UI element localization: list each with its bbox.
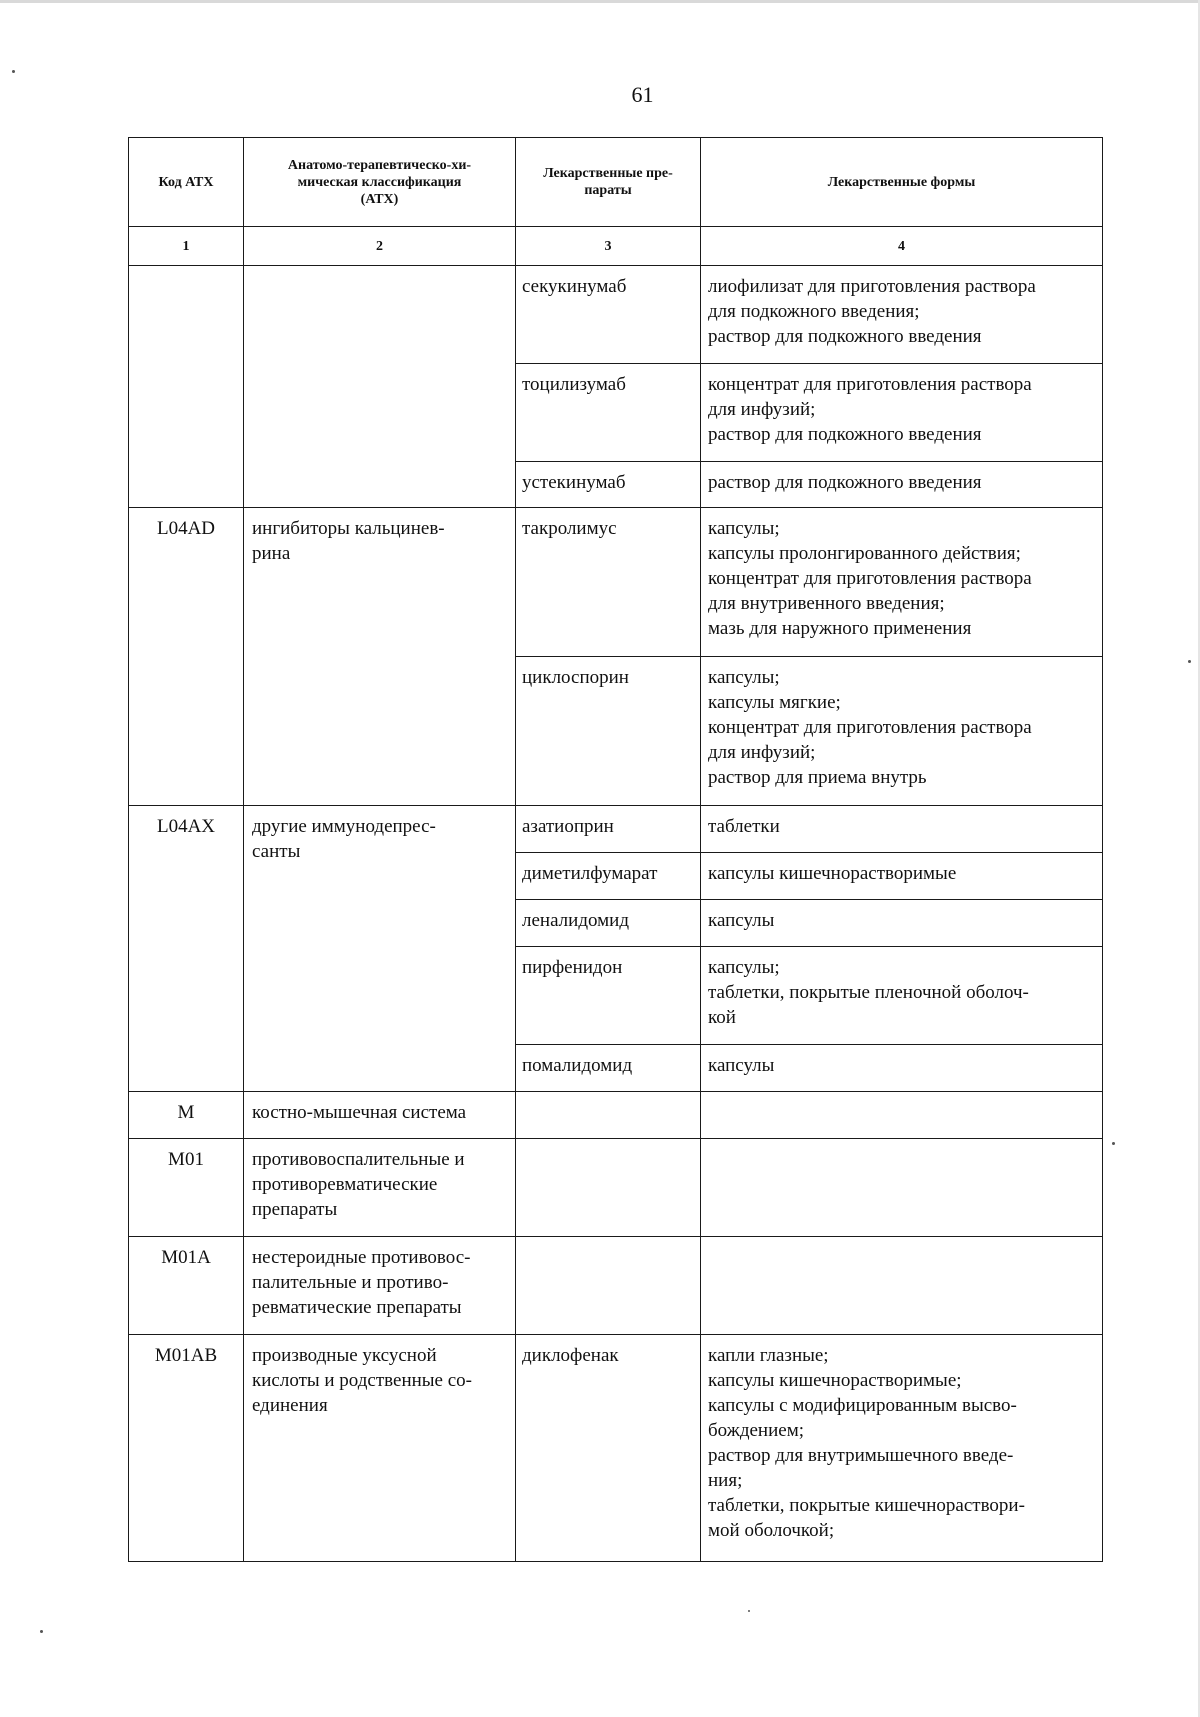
form-line: капсулы кишечнорастворимые; [708, 1370, 962, 1391]
form-line: капсулы [708, 1055, 775, 1076]
drug-name: диметилфумарат [516, 853, 701, 900]
drug-forms [701, 657, 1103, 806]
form-line: кой [708, 1007, 736, 1028]
drug-forms [701, 900, 1103, 947]
classification-line: санты [252, 841, 301, 862]
form-line: для подкожного введения; [708, 301, 920, 322]
classification-line: противоревматические [252, 1174, 438, 1195]
classification-cell [244, 1335, 516, 1562]
table-row [129, 1237, 1103, 1335]
classification-line: рина [252, 543, 291, 564]
atx-code-cell [129, 266, 244, 508]
header-code [129, 138, 244, 227]
atx-code-cell: L04AX [129, 806, 244, 1092]
classification-line: противовоспалительные и [252, 1149, 465, 1170]
atx-code-cell: M01 [129, 1139, 244, 1237]
form-line: капсулы с модифицированным высво- [708, 1395, 1017, 1416]
atx-table [128, 137, 1103, 1562]
form-line: капсулы [708, 910, 775, 931]
drug-forms [701, 266, 1103, 364]
column-number: 2 [244, 227, 516, 266]
atx-code-cell: L04AD [129, 508, 244, 806]
table-row [129, 266, 1103, 364]
header-line: Лекарственные пре- [543, 166, 673, 181]
drug-forms [701, 508, 1103, 657]
form-line: таблетки [708, 816, 780, 837]
form-line: таблетки, покрытые пленочной оболоч- [708, 982, 1029, 1003]
drug-forms [701, 1335, 1103, 1562]
drug-name: тоцилизумаб [516, 364, 701, 462]
form-line: для внутривенного введения; [708, 593, 945, 614]
drug-name: леналидомид [516, 900, 701, 947]
form-line: раствор для подкожного введения [708, 424, 982, 445]
drug-forms [701, 462, 1103, 508]
drug-forms [701, 1139, 1103, 1237]
form-line: концентрат для приготовления раствора [708, 568, 1032, 589]
scan-speck [40, 1630, 43, 1633]
form-line: раствор для подкожного введения [708, 472, 982, 493]
form-line: капсулы кишечнорастворимые [708, 863, 957, 884]
header-row [129, 138, 1103, 227]
table-row [129, 806, 1103, 853]
drug-forms [701, 364, 1103, 462]
form-line: для инфузий; [708, 399, 816, 420]
classification-line: нестероидные противовос- [252, 1247, 471, 1268]
header-line: (АТХ) [360, 191, 399, 207]
column-number-row [129, 227, 1103, 266]
column-number: 4 [701, 227, 1103, 266]
form-line: капсулы мягкие; [708, 692, 841, 713]
form-line: капсулы; [708, 667, 780, 688]
atx-code-cell: M01A [129, 1237, 244, 1335]
atx-code-cell: M [129, 1092, 244, 1139]
form-line: таблетки, покрытые кишечнораствори- [708, 1495, 1025, 1516]
classification-cell [244, 1237, 516, 1335]
form-line: раствор для приема внутрь [708, 767, 927, 788]
drug-forms [701, 1237, 1103, 1335]
scan-speck [1112, 1142, 1115, 1145]
form-line: капсулы; [708, 518, 780, 539]
drug-forms [701, 947, 1103, 1045]
header-classification [244, 138, 516, 227]
classification-line: ревматические препараты [252, 1297, 462, 1318]
classification-cell [244, 266, 516, 508]
drug-forms [701, 853, 1103, 900]
drug-name [516, 1139, 701, 1237]
drug-name: помалидомид [516, 1045, 701, 1092]
header-line: параты [584, 183, 632, 198]
form-line: концентрат для приготовления раствора [708, 717, 1032, 738]
drug-name: пирфенидон [516, 947, 701, 1045]
drug-name: циклоспорин [516, 657, 701, 806]
form-line: ния; [708, 1470, 743, 1491]
column-number: 3 [516, 227, 701, 266]
form-line: раствор для подкожного введения [708, 326, 982, 347]
column-number: 1 [129, 227, 244, 266]
form-line: раствор для внутримышечного введе- [708, 1445, 1014, 1466]
drug-name: секукинумаб [516, 266, 701, 364]
classification-line: костно-мышечная система [252, 1102, 467, 1123]
form-line: лиофилизат для приготовления раствора [708, 276, 1036, 297]
table-row [129, 1092, 1103, 1139]
scan-edge-top [0, 0, 1200, 3]
form-line: мазь для наружного применения [708, 618, 972, 639]
table-row [129, 508, 1103, 657]
header-forms [701, 138, 1103, 227]
header-line: мическая классификация [297, 174, 462, 190]
classification-line: кислоты и родственные со- [252, 1370, 472, 1391]
classification-cell [244, 1092, 516, 1139]
classification-cell [244, 1139, 516, 1237]
atx-code-cell: M01AB [129, 1335, 244, 1562]
classification-cell [244, 806, 516, 1092]
scan-speck [748, 1610, 750, 1612]
scan-speck [12, 70, 15, 73]
header-drugs [516, 138, 701, 227]
drug-forms [701, 1092, 1103, 1139]
classification-line: ингибиторы кальцинев- [252, 518, 445, 539]
drug-name: устекинумаб [516, 462, 701, 508]
classification-line: палительные и противо- [252, 1272, 449, 1293]
classification-cell [244, 508, 516, 806]
header-line: Лекарственные формы [827, 174, 976, 190]
form-line: капли глазные; [708, 1345, 829, 1366]
drug-name: такролимус [516, 508, 701, 657]
drug-name: азатиоприн [516, 806, 701, 853]
classification-line: другие иммунодепрес- [252, 816, 436, 837]
page-number: 61 [631, 82, 654, 107]
form-line: мой оболочкой; [708, 1520, 835, 1541]
form-line: капсулы пролонгированного действия; [708, 543, 1021, 564]
drug-name [516, 1237, 701, 1335]
table-row [129, 1335, 1103, 1562]
classification-line: препараты [252, 1199, 338, 1220]
table-row [129, 1139, 1103, 1237]
header-line: Код АТХ [158, 174, 214, 190]
drug-name: диклофенак [516, 1335, 701, 1562]
form-line: бождением; [708, 1420, 804, 1441]
classification-line: производные уксусной [252, 1345, 437, 1366]
form-line: концентрат для приготовления раствора [708, 374, 1032, 395]
classification-line: единения [252, 1395, 328, 1416]
form-line: для инфузий; [708, 742, 816, 763]
form-line: капсулы; [708, 957, 780, 978]
drug-forms [701, 806, 1103, 853]
header-line: Анатомо-терапевтическо-хи- [287, 157, 472, 173]
scan-speck [1188, 660, 1191, 663]
drug-name [516, 1092, 701, 1139]
drug-forms [701, 1045, 1103, 1092]
